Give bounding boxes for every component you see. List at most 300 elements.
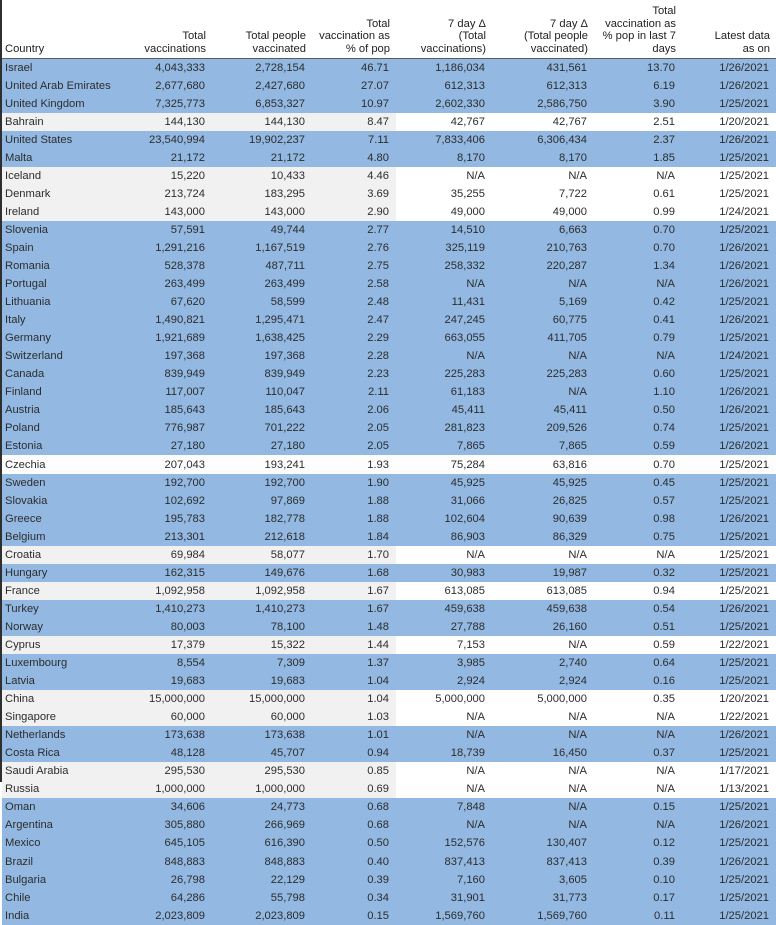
cell-tv[interactable]: 15,220	[114, 167, 212, 185]
cell-d7tpv[interactable]: 612,313	[492, 77, 594, 95]
cell-tv[interactable]: 295,530	[114, 762, 212, 780]
cell-d7tv[interactable]: 152,576	[396, 834, 492, 852]
cell-date[interactable]: 1/26/2021	[682, 275, 776, 293]
cell-pct[interactable]: 0.85	[312, 762, 396, 780]
col-header-latest-data-as-on[interactable]	[682, 0, 776, 58]
cell-country[interactable]: Bahrain	[2, 113, 114, 131]
cell-pct7[interactable]: 0.70	[594, 455, 682, 473]
cell-tpv[interactable]: 1,410,273	[212, 600, 312, 618]
cell-d7tv[interactable]: 3,985	[396, 654, 492, 672]
cell-tv[interactable]: 34,606	[114, 798, 212, 816]
table-row[interactable]	[2, 762, 776, 780]
cell-pct[interactable]: 2.05	[312, 419, 396, 437]
cell-d7tv[interactable]: 1,569,760	[396, 907, 492, 925]
cell-tpv[interactable]: 58,599	[212, 293, 312, 311]
cell-pct[interactable]: 1.67	[312, 600, 396, 618]
cell-pct[interactable]: 8.47	[312, 113, 396, 131]
table-row[interactable]	[2, 149, 776, 167]
cell-country[interactable]: Sweden	[2, 474, 114, 492]
cell-country[interactable]: Romania	[2, 257, 114, 275]
cell-pct7[interactable]: 0.11	[594, 907, 682, 925]
cell-d7tv[interactable]: 30,983	[396, 564, 492, 582]
cell-pct[interactable]: 1.48	[312, 618, 396, 636]
cell-tpv[interactable]: 263,499	[212, 275, 312, 293]
cell-tv[interactable]: 162,315	[114, 564, 212, 582]
cell-tpv[interactable]: 848,883	[212, 853, 312, 871]
cell-pct7[interactable]: 0.41	[594, 311, 682, 329]
cell-tv[interactable]: 1,410,273	[114, 600, 212, 618]
cell-pct7[interactable]: 0.51	[594, 618, 682, 636]
cell-tv[interactable]: 8,554	[114, 654, 212, 672]
cell-pct7[interactable]: N/A	[594, 708, 682, 726]
cell-pct7[interactable]: 0.59	[594, 636, 682, 654]
cell-country[interactable]: Poland	[2, 419, 114, 437]
cell-d7tpv[interactable]: 2,924	[492, 672, 594, 690]
cell-country[interactable]: China	[2, 690, 114, 708]
cell-pct[interactable]: 2.48	[312, 293, 396, 311]
cell-pct[interactable]: 0.68	[312, 816, 396, 834]
cell-pct7[interactable]: N/A	[594, 762, 682, 780]
cell-d7tv[interactable]: 7,865	[396, 437, 492, 455]
cell-d7tpv[interactable]: 86,329	[492, 528, 594, 546]
cell-date[interactable]: 1/25/2021	[682, 654, 776, 672]
cell-d7tv[interactable]: 18,739	[396, 744, 492, 762]
cell-d7tpv[interactable]: N/A	[492, 636, 594, 654]
cell-country[interactable]: Croatia	[2, 546, 114, 564]
cell-country[interactable]: Brazil	[2, 853, 114, 871]
col-header-pct-pop-last-7-days[interactable]	[594, 0, 682, 58]
cell-date[interactable]: 1/25/2021	[682, 149, 776, 167]
table-row[interactable]	[2, 528, 776, 546]
cell-tpv[interactable]: 266,969	[212, 816, 312, 834]
cell-tv[interactable]: 305,880	[114, 816, 212, 834]
cell-tv[interactable]: 776,987	[114, 419, 212, 437]
cell-pct7[interactable]: 0.12	[594, 834, 682, 852]
table-row[interactable]	[2, 95, 776, 113]
cell-date[interactable]: 1/26/2021	[682, 510, 776, 528]
col-header-total-vaccinations[interactable]	[114, 0, 212, 58]
cell-country[interactable]: Germany	[2, 329, 114, 347]
cell-pct7[interactable]: 0.59	[594, 437, 682, 455]
cell-tv[interactable]: 4,043,333	[114, 58, 212, 77]
cell-tpv[interactable]: 21,172	[212, 149, 312, 167]
cell-tpv[interactable]: 144,130	[212, 113, 312, 131]
cell-d7tv[interactable]: 49,000	[396, 203, 492, 221]
cell-tpv[interactable]: 197,368	[212, 347, 312, 365]
cell-d7tpv[interactable]: 16,450	[492, 744, 594, 762]
cell-tv[interactable]: 60,000	[114, 708, 212, 726]
cell-tv[interactable]: 19,683	[114, 672, 212, 690]
cell-d7tv[interactable]: 27,788	[396, 618, 492, 636]
cell-d7tv[interactable]: N/A	[396, 816, 492, 834]
cell-d7tpv[interactable]: N/A	[492, 275, 594, 293]
cell-pct7[interactable]: 3.90	[594, 95, 682, 113]
cell-country[interactable]: Iceland	[2, 167, 114, 185]
cell-date[interactable]: 1/25/2021	[682, 365, 776, 383]
cell-tv[interactable]: 192,700	[114, 474, 212, 492]
cell-pct[interactable]: 27.07	[312, 77, 396, 95]
cell-d7tv[interactable]: 225,283	[396, 365, 492, 383]
cell-tpv[interactable]: 1,295,471	[212, 311, 312, 329]
cell-country[interactable]: Luxembourg	[2, 654, 114, 672]
cell-country[interactable]: Canada	[2, 365, 114, 383]
cell-pct7[interactable]: 0.32	[594, 564, 682, 582]
table-row[interactable]	[2, 167, 776, 185]
cell-d7tv[interactable]: 102,604	[396, 510, 492, 528]
cell-d7tv[interactable]: N/A	[396, 275, 492, 293]
cell-country[interactable]: Greece	[2, 510, 114, 528]
cell-tv[interactable]: 213,724	[114, 185, 212, 203]
cell-pct[interactable]: 2.28	[312, 347, 396, 365]
cell-pct[interactable]: 2.90	[312, 203, 396, 221]
table-row[interactable]	[2, 437, 776, 455]
cell-d7tpv[interactable]: N/A	[492, 798, 594, 816]
cell-pct[interactable]: 1.37	[312, 654, 396, 672]
cell-date[interactable]: 1/17/2021	[682, 762, 776, 780]
cell-d7tpv[interactable]: N/A	[492, 780, 594, 798]
cell-d7tpv[interactable]: 130,407	[492, 834, 594, 852]
cell-tpv[interactable]: 2,427,680	[212, 77, 312, 95]
cell-country[interactable]: Czechia	[2, 455, 114, 473]
cell-pct7[interactable]: 0.45	[594, 474, 682, 492]
cell-d7tpv[interactable]: 26,825	[492, 492, 594, 510]
cell-date[interactable]: 1/25/2021	[682, 185, 776, 203]
cell-pct7[interactable]: 0.75	[594, 528, 682, 546]
cell-tv[interactable]: 69,984	[114, 546, 212, 564]
cell-d7tv[interactable]: 31,066	[396, 492, 492, 510]
cell-tv[interactable]: 26,798	[114, 871, 212, 889]
cell-pct7[interactable]: N/A	[594, 347, 682, 365]
cell-country[interactable]: Russia	[2, 780, 114, 798]
cell-country[interactable]: Latvia	[2, 672, 114, 690]
cell-d7tpv[interactable]: 459,638	[492, 600, 594, 618]
cell-pct[interactable]: 0.68	[312, 798, 396, 816]
cell-tpv[interactable]: 183,295	[212, 185, 312, 203]
cell-date[interactable]: 1/26/2021	[682, 726, 776, 744]
cell-pct7[interactable]: 1.85	[594, 149, 682, 167]
cell-country[interactable]: Turkey	[2, 600, 114, 618]
cell-tpv[interactable]: 143,000	[212, 203, 312, 221]
cell-pct[interactable]: 1.88	[312, 492, 396, 510]
cell-tv[interactable]: 144,130	[114, 113, 212, 131]
cell-tv[interactable]: 1,291,216	[114, 239, 212, 257]
cell-country[interactable]: Costa Rica	[2, 744, 114, 762]
table-row[interactable]	[2, 58, 776, 77]
cell-pct7[interactable]: 2.37	[594, 131, 682, 149]
cell-tv[interactable]: 213,301	[114, 528, 212, 546]
cell-country[interactable]: Saudi Arabia	[2, 762, 114, 780]
cell-pct[interactable]: 2.47	[312, 311, 396, 329]
cell-pct7[interactable]: 0.64	[594, 654, 682, 672]
cell-d7tpv[interactable]: 7,865	[492, 437, 594, 455]
cell-tpv[interactable]: 15,322	[212, 636, 312, 654]
cell-d7tv[interactable]: N/A	[396, 708, 492, 726]
cell-country[interactable]: France	[2, 582, 114, 600]
table-row[interactable]	[2, 239, 776, 257]
cell-tpv[interactable]: 1,000,000	[212, 780, 312, 798]
cell-d7tv[interactable]: 258,332	[396, 257, 492, 275]
cell-pct7[interactable]: 0.54	[594, 600, 682, 618]
cell-pct[interactable]: 1.44	[312, 636, 396, 654]
cell-pct[interactable]: 2.06	[312, 401, 396, 419]
cell-country[interactable]: Singapore	[2, 708, 114, 726]
cell-pct[interactable]: 1.70	[312, 546, 396, 564]
cell-date[interactable]: 1/26/2021	[682, 853, 776, 871]
cell-pct7[interactable]: 0.37	[594, 744, 682, 762]
cell-pct[interactable]: 2.11	[312, 383, 396, 401]
cell-pct7[interactable]: 0.15	[594, 798, 682, 816]
table-row[interactable]	[2, 293, 776, 311]
cell-d7tpv[interactable]: 5,000,000	[492, 690, 594, 708]
cell-country[interactable]: Bulgaria	[2, 871, 114, 889]
cell-tv[interactable]: 1,490,821	[114, 311, 212, 329]
cell-tpv[interactable]: 55,798	[212, 889, 312, 907]
cell-d7tv[interactable]: 281,823	[396, 419, 492, 437]
cell-date[interactable]: 1/25/2021	[682, 95, 776, 113]
cell-date[interactable]: 1/26/2021	[682, 401, 776, 419]
table-row[interactable]	[2, 455, 776, 473]
cell-pct[interactable]: 2.77	[312, 221, 396, 239]
cell-d7tpv[interactable]: 8,170	[492, 149, 594, 167]
cell-date[interactable]: 1/26/2021	[682, 816, 776, 834]
cell-date[interactable]: 1/25/2021	[682, 293, 776, 311]
cell-date[interactable]: 1/22/2021	[682, 636, 776, 654]
cell-tpv[interactable]: 110,047	[212, 383, 312, 401]
cell-d7tpv[interactable]: 210,763	[492, 239, 594, 257]
cell-d7tv[interactable]: 1,186,034	[396, 58, 492, 77]
cell-tpv[interactable]: 1,638,425	[212, 329, 312, 347]
cell-pct7[interactable]: 0.35	[594, 690, 682, 708]
cell-tpv[interactable]: 2,728,154	[212, 58, 312, 77]
cell-date[interactable]: 1/25/2021	[682, 167, 776, 185]
cell-date[interactable]: 1/20/2021	[682, 113, 776, 131]
cell-tpv[interactable]: 295,530	[212, 762, 312, 780]
cell-d7tv[interactable]: 837,413	[396, 853, 492, 871]
cell-tv[interactable]: 117,007	[114, 383, 212, 401]
cell-d7tpv[interactable]: 45,925	[492, 474, 594, 492]
cell-d7tv[interactable]: 612,313	[396, 77, 492, 95]
cell-date[interactable]: 1/25/2021	[682, 329, 776, 347]
cell-date[interactable]: 1/25/2021	[682, 907, 776, 925]
cell-tv[interactable]: 207,043	[114, 455, 212, 473]
cell-tpv[interactable]: 1,092,958	[212, 582, 312, 600]
cell-pct[interactable]: 1.01	[312, 726, 396, 744]
cell-date[interactable]: 1/25/2021	[682, 564, 776, 582]
cell-tpv[interactable]: 2,023,809	[212, 907, 312, 925]
cell-country[interactable]: Slovakia	[2, 492, 114, 510]
cell-date[interactable]: 1/25/2021	[682, 871, 776, 889]
cell-d7tv[interactable]: 7,160	[396, 871, 492, 889]
table-row[interactable]	[2, 907, 776, 925]
cell-tv[interactable]: 1,092,958	[114, 582, 212, 600]
col-header-total-people-vaccinated[interactable]	[212, 0, 312, 58]
cell-d7tpv[interactable]: 225,283	[492, 365, 594, 383]
cell-tpv[interactable]: 701,222	[212, 419, 312, 437]
cell-tpv[interactable]: 24,773	[212, 798, 312, 816]
cell-pct[interactable]: 4.80	[312, 149, 396, 167]
cell-d7tpv[interactable]: 31,773	[492, 889, 594, 907]
cell-d7tpv[interactable]: N/A	[492, 726, 594, 744]
cell-country[interactable]: Spain	[2, 239, 114, 257]
cell-d7tpv[interactable]: 209,526	[492, 419, 594, 437]
table-row[interactable]	[2, 401, 776, 419]
cell-pct[interactable]: 3.69	[312, 185, 396, 203]
cell-d7tpv[interactable]: 6,663	[492, 221, 594, 239]
cell-d7tpv[interactable]: 5,169	[492, 293, 594, 311]
cell-pct7[interactable]: N/A	[594, 726, 682, 744]
cell-tv[interactable]: 143,000	[114, 203, 212, 221]
cell-d7tv[interactable]: 45,411	[396, 401, 492, 419]
cell-country[interactable]: Mexico	[2, 834, 114, 852]
cell-tpv[interactable]: 212,618	[212, 528, 312, 546]
cell-tpv[interactable]: 60,000	[212, 708, 312, 726]
cell-date[interactable]: 1/24/2021	[682, 203, 776, 221]
cell-d7tpv[interactable]: 3,605	[492, 871, 594, 889]
cell-date[interactable]: 1/25/2021	[682, 528, 776, 546]
cell-pct7[interactable]: N/A	[594, 275, 682, 293]
cell-d7tv[interactable]: 75,284	[396, 455, 492, 473]
cell-d7tpv[interactable]: N/A	[492, 383, 594, 401]
table-row[interactable]	[2, 636, 776, 654]
table-row[interactable]	[2, 618, 776, 636]
cell-pct7[interactable]: 0.17	[594, 889, 682, 907]
cell-tv[interactable]: 80,003	[114, 618, 212, 636]
table-row[interactable]	[2, 203, 776, 221]
cell-date[interactable]: 1/26/2021	[682, 58, 776, 77]
cell-pct7[interactable]: 0.70	[594, 239, 682, 257]
table-row[interactable]	[2, 329, 776, 347]
cell-country[interactable]: Cyprus	[2, 636, 114, 654]
cell-pct7[interactable]: N/A	[594, 780, 682, 798]
cell-d7tv[interactable]: N/A	[396, 546, 492, 564]
cell-pct7[interactable]: N/A	[594, 167, 682, 185]
cell-tpv[interactable]: 49,744	[212, 221, 312, 239]
table-row[interactable]	[2, 871, 776, 889]
cell-d7tpv[interactable]: 63,816	[492, 455, 594, 473]
cell-pct[interactable]: 1.04	[312, 690, 396, 708]
cell-tpv[interactable]: 22,129	[212, 871, 312, 889]
cell-d7tv[interactable]: N/A	[396, 726, 492, 744]
cell-pct[interactable]: 4.46	[312, 167, 396, 185]
cell-pct[interactable]: 2.76	[312, 239, 396, 257]
cell-country[interactable]: Argentina	[2, 816, 114, 834]
cell-pct[interactable]: 10.97	[312, 95, 396, 113]
table-row[interactable]	[2, 780, 776, 798]
cell-pct[interactable]: 0.34	[312, 889, 396, 907]
cell-date[interactable]: 1/25/2021	[682, 672, 776, 690]
table-row[interactable]	[2, 510, 776, 528]
cell-pct[interactable]: 0.15	[312, 907, 396, 925]
cell-tpv[interactable]: 78,100	[212, 618, 312, 636]
table-row[interactable]	[2, 113, 776, 131]
cell-pct7[interactable]: 0.99	[594, 203, 682, 221]
cell-d7tv[interactable]: 14,510	[396, 221, 492, 239]
cell-d7tv[interactable]: N/A	[396, 347, 492, 365]
cell-country[interactable]: Israel	[2, 58, 114, 77]
cell-country[interactable]: Slovenia	[2, 221, 114, 239]
cell-tv[interactable]: 528,378	[114, 257, 212, 275]
table-row[interactable]	[2, 834, 776, 852]
cell-date[interactable]: 1/26/2021	[682, 239, 776, 257]
cell-tv[interactable]: 195,783	[114, 510, 212, 528]
cell-d7tpv[interactable]: 90,639	[492, 510, 594, 528]
cell-date[interactable]: 1/20/2021	[682, 690, 776, 708]
cell-d7tv[interactable]: 7,848	[396, 798, 492, 816]
cell-tv[interactable]: 7,325,773	[114, 95, 212, 113]
cell-country[interactable]: United States	[2, 131, 114, 149]
cell-pct7[interactable]: 0.42	[594, 293, 682, 311]
cell-tpv[interactable]: 6,853,327	[212, 95, 312, 113]
table-row[interactable]	[2, 798, 776, 816]
cell-country[interactable]: India	[2, 907, 114, 925]
cell-d7tv[interactable]: 2,924	[396, 672, 492, 690]
cell-tpv[interactable]: 19,902,237	[212, 131, 312, 149]
cell-d7tpv[interactable]: 6,306,434	[492, 131, 594, 149]
cell-d7tv[interactable]: 459,638	[396, 600, 492, 618]
table-row[interactable]	[2, 257, 776, 275]
cell-d7tv[interactable]: 31,901	[396, 889, 492, 907]
table-row[interactable]	[2, 726, 776, 744]
cell-d7tv[interactable]: 35,255	[396, 185, 492, 203]
cell-pct[interactable]: 1.90	[312, 474, 396, 492]
cell-country[interactable]: Austria	[2, 401, 114, 419]
cell-d7tpv[interactable]: 1,569,760	[492, 907, 594, 925]
cell-date[interactable]: 1/25/2021	[682, 744, 776, 762]
cell-tpv[interactable]: 27,180	[212, 437, 312, 455]
table-row[interactable]	[2, 672, 776, 690]
cell-tpv[interactable]: 193,241	[212, 455, 312, 473]
cell-d7tpv[interactable]: 837,413	[492, 853, 594, 871]
cell-d7tpv[interactable]: 2,740	[492, 654, 594, 672]
cell-pct[interactable]: 1.88	[312, 510, 396, 528]
table-row[interactable]	[2, 347, 776, 365]
cell-d7tpv[interactable]: 45,411	[492, 401, 594, 419]
cell-pct7[interactable]: 0.98	[594, 510, 682, 528]
cell-tpv[interactable]: 10,433	[212, 167, 312, 185]
cell-date[interactable]: 1/26/2021	[682, 77, 776, 95]
cell-d7tv[interactable]: 45,925	[396, 474, 492, 492]
table-row[interactable]	[2, 131, 776, 149]
cell-tv[interactable]: 2,677,680	[114, 77, 212, 95]
cell-pct[interactable]: 0.69	[312, 780, 396, 798]
cell-date[interactable]: 1/26/2021	[682, 383, 776, 401]
cell-pct[interactable]: 1.04	[312, 672, 396, 690]
cell-country[interactable]: Belgium	[2, 528, 114, 546]
cell-tv[interactable]: 15,000,000	[114, 690, 212, 708]
cell-d7tv[interactable]: N/A	[396, 167, 492, 185]
cell-d7tpv[interactable]: N/A	[492, 762, 594, 780]
cell-date[interactable]: 1/26/2021	[682, 437, 776, 455]
cell-tpv[interactable]: 15,000,000	[212, 690, 312, 708]
cell-pct7[interactable]: 0.60	[594, 365, 682, 383]
cell-tv[interactable]: 1,000,000	[114, 780, 212, 798]
cell-tv[interactable]: 645,105	[114, 834, 212, 852]
cell-pct[interactable]: 0.94	[312, 744, 396, 762]
cell-pct7[interactable]: 0.70	[594, 221, 682, 239]
cell-tpv[interactable]: 45,707	[212, 744, 312, 762]
table-row[interactable]	[2, 816, 776, 834]
cell-d7tpv[interactable]: N/A	[492, 708, 594, 726]
cell-pct7[interactable]: 1.34	[594, 257, 682, 275]
cell-date[interactable]: 1/13/2021	[682, 780, 776, 798]
cell-tv[interactable]: 23,540,994	[114, 131, 212, 149]
cell-date[interactable]: 1/25/2021	[682, 618, 776, 636]
table-row[interactable]	[2, 690, 776, 708]
cell-tv[interactable]: 839,949	[114, 365, 212, 383]
cell-date[interactable]: 1/25/2021	[682, 798, 776, 816]
cell-d7tv[interactable]: 5,000,000	[396, 690, 492, 708]
cell-d7tpv[interactable]: 431,561	[492, 58, 594, 77]
